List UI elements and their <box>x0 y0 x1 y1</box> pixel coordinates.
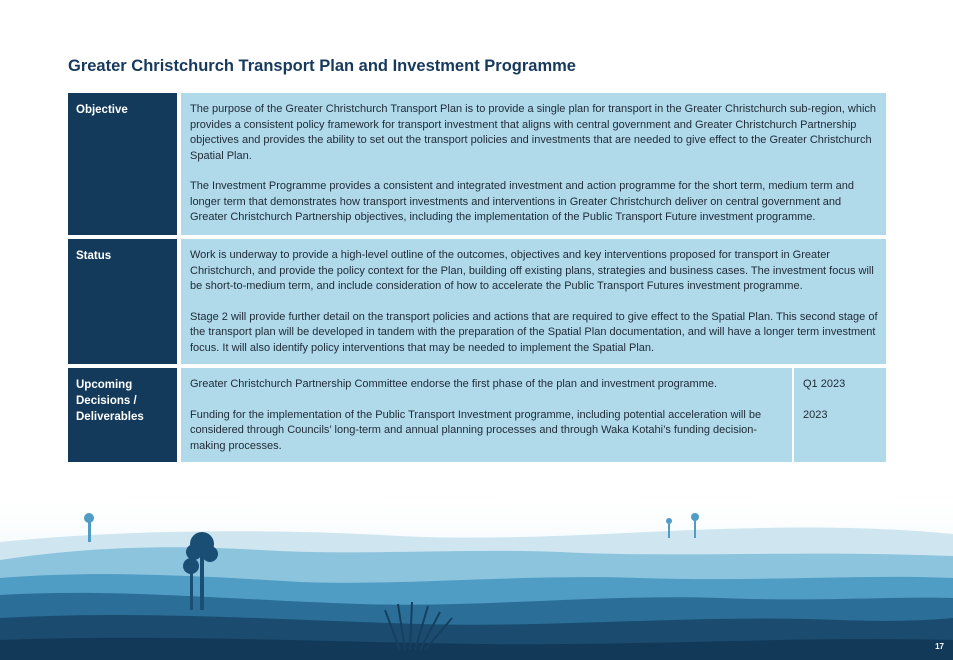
upcoming-row <box>68 368 886 462</box>
status-paragraph: Stage 2 will provide further detail on the transport policies and actions that are required to give effect to the Spatial Plan. This second stage of the transport plan will be developed in tandem with the preparation of the Spatial Plan documentation, and will have a longer term investment focus. It will also identify policy interventions that may be needed to implement the Spatial Plan. <box>190 310 878 354</box>
upcoming-item-text: Funding for the implementation of the Public Transport Investment programme, including potential acceleration will be considered through Councils’ long-term and annual planning processes and through Waka Kotahi’s funding decision-making processes. <box>190 408 762 452</box>
status-paragraph: Work is underway to provide a high-level outline of the outcomes, objectives and key interventions proposed for transport in Greater Christchurch, and provide the policy context for the Plan, building off existing plans, strategies and business cases. The investment focus will be short-to-medium term, and include consideration of how to accelerate the Public Transport Futures investment programme. <box>190 249 874 292</box>
upcoming-content <box>181 368 886 462</box>
upcoming-item-date: 2023 <box>803 408 828 421</box>
info-table <box>68 93 886 466</box>
landscape-illustration <box>0 500 953 660</box>
page-title: Greater Christchurch Transport Plan and Investment Programme <box>68 57 576 75</box>
status-label: Status <box>68 239 177 364</box>
upcoming-items <box>181 368 792 462</box>
objective-label: Objective <box>68 93 177 235</box>
upcoming-dates <box>792 368 886 462</box>
upcoming-label: Upcoming Decisions / Deliverables <box>68 368 177 462</box>
objective-paragraph: The Investment Programme provides a consistent and integrated investment and action programme for the short term, medium term and longer term that demonstrates how transport investments and interventions in Greater Christchurch deliver on central government and Greater Christchurch Partnership objectives, including the implementation of the Public Transport Future investment programme. <box>190 180 854 223</box>
objective-content <box>181 93 886 235</box>
status-content <box>181 239 886 364</box>
status-row <box>68 239 886 364</box>
upcoming-item-text: Greater Christchurch Partnership Committee endorse the first phase of the plan and investment programme. <box>190 378 718 390</box>
upcoming-item-date: Q1 2023 <box>803 378 846 390</box>
objective-row <box>68 93 886 235</box>
objective-paragraph: The purpose of the Greater Christchurch Transport Plan is to provide a single plan for transport in the Greater Christchurch sub-region, which provides a consistent policy framework for transport investment that aligns with central government and Greater Christchurch Partnership objectives and provides the ability to set out the transport policies and investments that are needed to give effect to the Greater Christchurch Spatial Plan. <box>190 103 877 162</box>
page-number: 17 <box>935 642 944 651</box>
